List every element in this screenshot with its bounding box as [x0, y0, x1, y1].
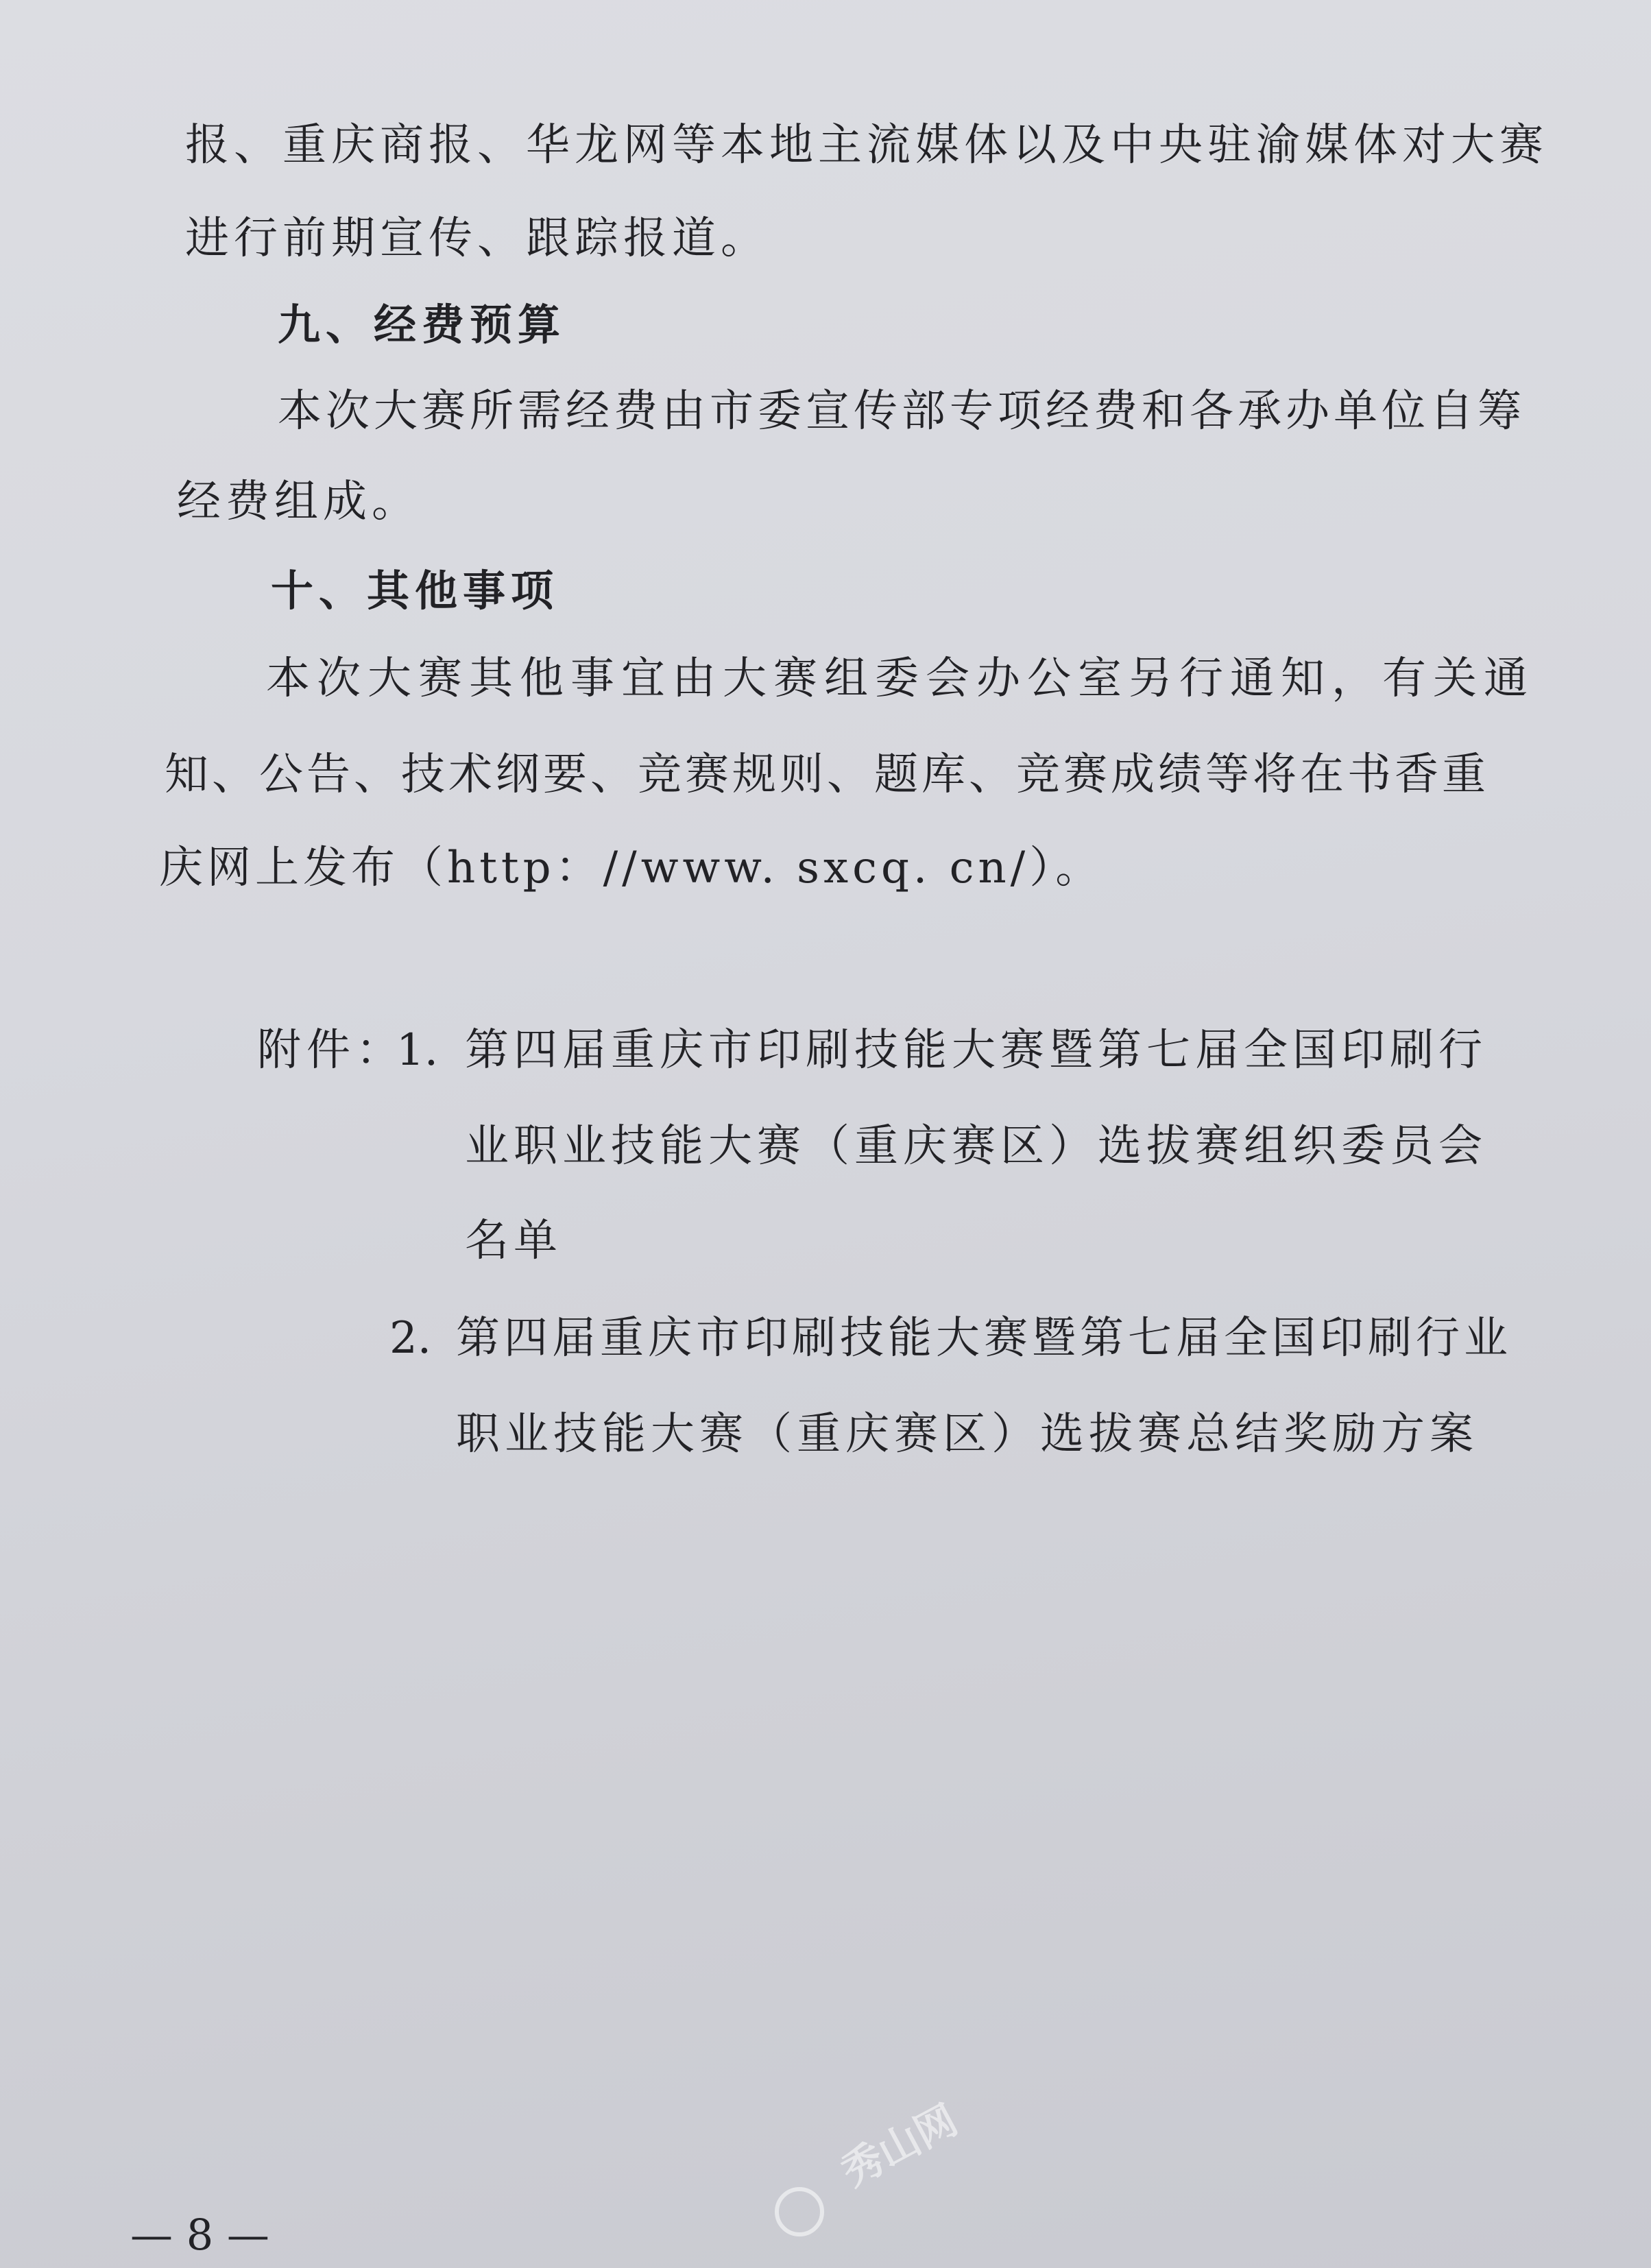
- site-watermark: [768, 2095, 994, 2235]
- body-line: 进行前期宣传、跟踪报道。: [185, 213, 769, 264]
- page-number: — 8 —: [130, 2210, 269, 2260]
- body-line: 经费组成。: [177, 476, 420, 527]
- body-line: 本次大赛所需经费由市委宣传部专项经费和各承办单位自筹: [278, 386, 1526, 437]
- attachment-number: 2.: [389, 1313, 432, 1364]
- attachment-line: 职业技能大赛（重庆赛区）选拔赛总结奖励方案: [456, 1409, 1478, 1460]
- body-line: 知、公告、技术纲要、竞赛规则、题库、竞赛成绩等将在书香重: [165, 749, 1489, 800]
- body-line: 庆网上发布（http：//www. sxcq. cn/）。: [159, 843, 1104, 893]
- body-line: 本次大赛其他事宜由大赛组委会办公室另行通知，有关通: [266, 653, 1534, 704]
- watermark-text: 秀山网: [834, 2095, 965, 2197]
- attachment-number: 1.: [396, 1025, 439, 1076]
- attachment-line: 第四届重庆市印刷技能大赛暨第七届全国印刷行业: [456, 1313, 1512, 1364]
- watermark-logo-icon: [775, 2187, 824, 2236]
- attachments-label: 附件：: [257, 1025, 405, 1076]
- attachment-line: 名单: [465, 1216, 562, 1266]
- body-line: 报、重庆商报、华龙网等本地主流媒体以及中央驻渝媒体对大赛: [185, 120, 1548, 171]
- attachment-line: 第四届重庆市印刷技能大赛暨第七届全国印刷行: [465, 1025, 1487, 1076]
- section-heading: 九、经费预算: [278, 300, 566, 350]
- section-heading: 十、其他事项: [271, 566, 559, 616]
- attachment-line: 业职业技能大赛（重庆赛区）选拔赛组织委员会: [465, 1121, 1487, 1172]
